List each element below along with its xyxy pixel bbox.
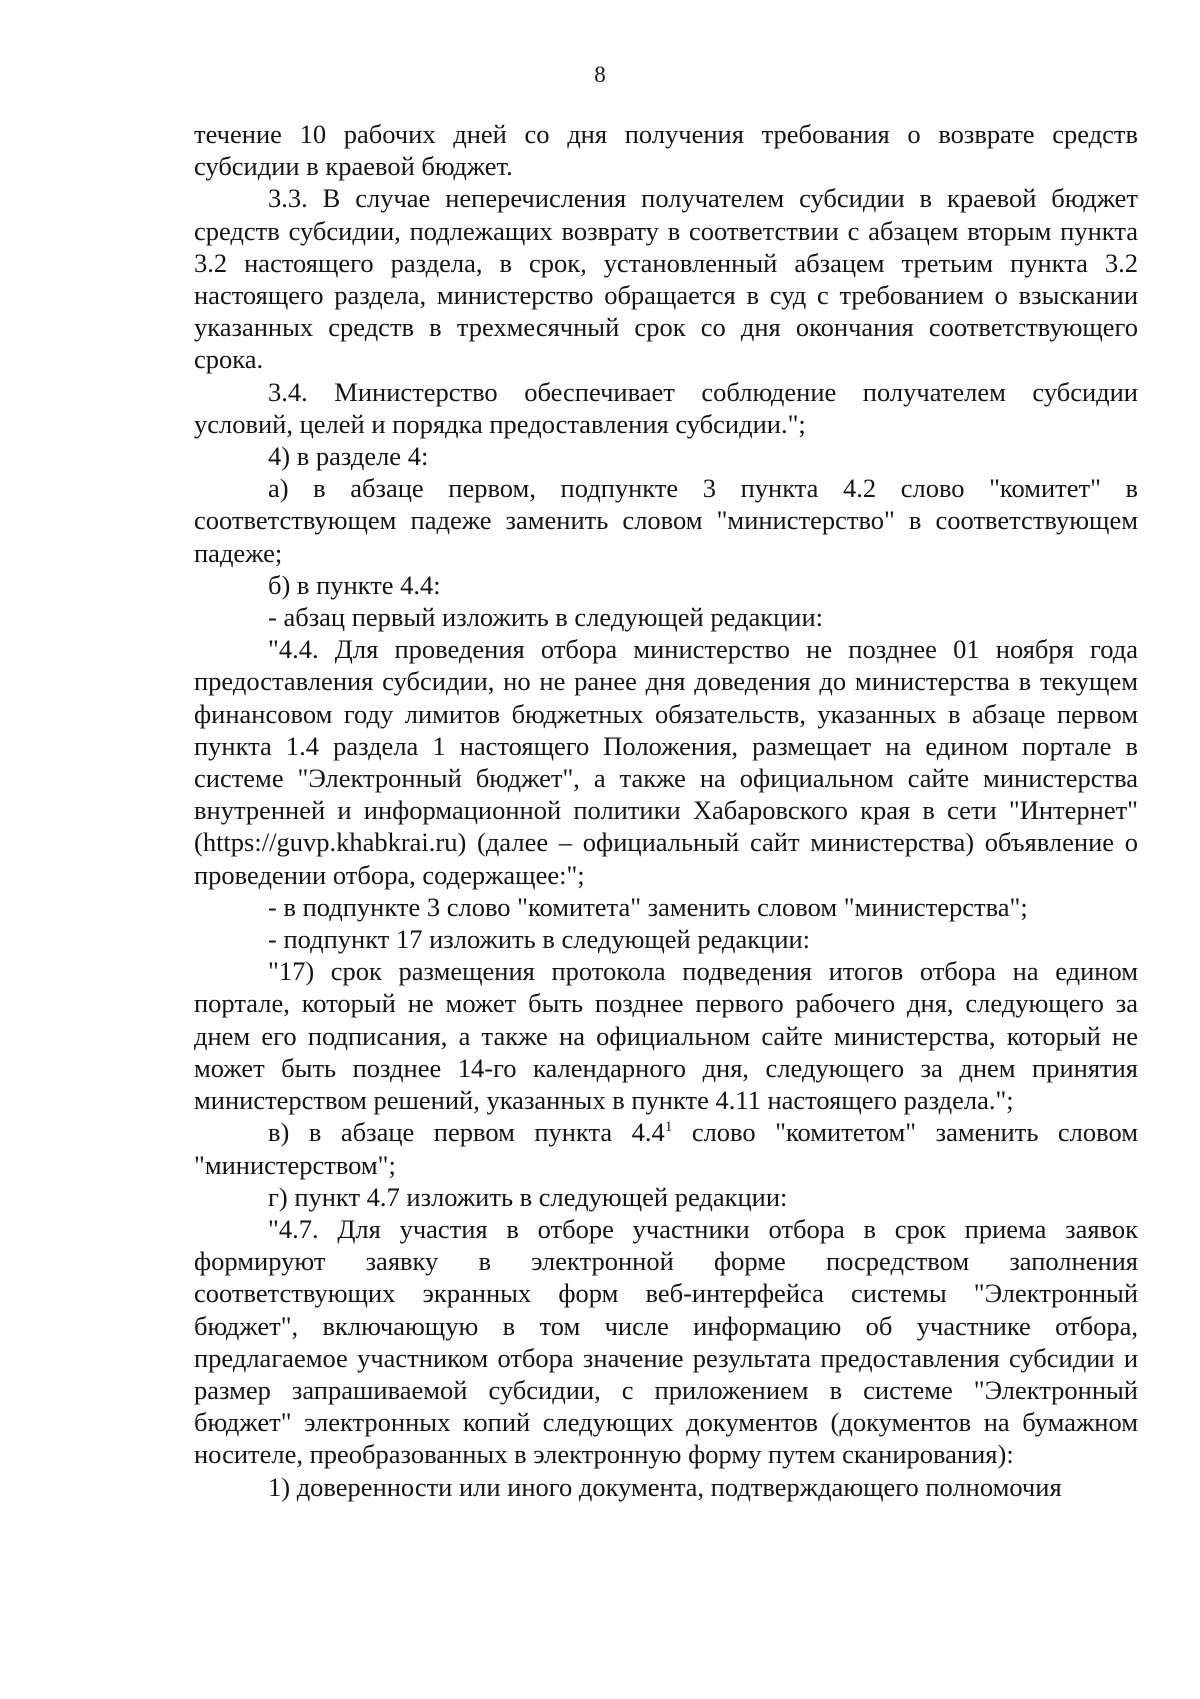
paragraph-3-3: 3.3. В случае неперечисления получателем субсидии в краевой бюджет средств субсидии, подлежащих возврату в соответствии с абзацем вторым пункта 3.2 настоящего раздела, в срок, установленный абзацем третьим пункта 3.2 настоящего раздела, министерство обращается в суд с требованием о взыскании указанных средств в трехмесячный срок со дня окончания соответствующего срока. <box>194 183 1138 375</box>
paragraph-subitem-1: 1) доверенности или иного документа, подтверждающего полномочия <box>268 1471 1062 1502</box>
paragraph-continuation: течение 10 рабочих дней со дня получения требования о возврате средств субсидии в краевой бюджет. <box>194 119 1138 182</box>
paragraph-item-a: а) в абзаце первом, подпункте 3 пункта 4.2 слово "комитет" в соответствующем падеже заменить словом "министерство" в соответствующем падеже; <box>194 473 1138 568</box>
paragraph-quote-17: "17) срок размещения протокола подведения итогов отбора на едином портале, который не может быть позднее первого рабочего дня, следующего за днем его подписания, а также на официальном сайте министерства, который не может быть позднее 14-го календарного дня, следующего за днем принятия министерством решений, указанных в пункте 4.11 настоящего раздела."; <box>194 956 1138 1116</box>
paragraph-item-v-text-before: в) в абзаце первом пункта 4.4 <box>268 1117 665 1148</box>
superscript-index: 1 <box>664 1119 673 1136</box>
paragraph-quote-4-7: "4.7. Для участия в отборе участники отбора в срок приема заявок формируют заявку в электронной форме посредством заполнения соответствующих экранных форм веб-интерфейса системы "Электронный бюджет", включающую в том числе информацию об участнике отбора, предлагаемое участником отбора значение результата предоставления субсидии и размер запрашиваемой субсидии, с приложением в системе "Электронный бюджет" электронных копий следующих документов (документов на бумажном носителе, преобразованных в электронную форму путем сканирования): <box>194 1213 1138 1470</box>
paragraph-item-b: б) в пункте 4.4: <box>268 569 441 600</box>
paragraph-item-v-text-after: слово "комитетом" заменить словом "министерством"; <box>194 1117 1139 1180</box>
paragraph-item-b-dash-1: - абзац первый изложить в следующей редакции: <box>268 602 824 633</box>
document-body <box>194 118 1138 1503</box>
paragraph-quote-4-4: "4.4. Для проведения отбора министерство не позднее 01 ноября года предоставления субсидии, но не ранее дня доведения до министерства в текущем финансовом году лимитов бюджетных обязательств, указанных в абзаце первом пункта 1.4 раздела 1 настоящего Положения, размещает на едином портале в системе "Электронный бюджет", а также на официальном сайте министерства внутренней и информационной политики Хабаровского края в сети "Интернет" (https://guvp.khabkrai.ru) (далее – официальный сайт министерства) объявление о проведении отбора, содержащее:"; <box>194 634 1138 890</box>
paragraph-item-b-dash-2: - в подпункте 3 слово "комитета" заменить словом "министерства"; <box>268 891 1028 922</box>
paragraph-item-b-dash-3: - подпункт 17 изложить в следующей редакции: <box>268 924 811 955</box>
paragraph-section-4: 4) в разделе 4: <box>268 441 429 472</box>
paragraph-item-g: г) пункт 4.7 изложить в следующей редакции: <box>268 1181 788 1212</box>
page-number: 8 <box>594 62 606 87</box>
paragraph-item-v <box>194 1116 1138 1180</box>
paragraph-3-4: 3.4. Министерство обеспечивает соблюдение получателем субсидии условий, целей и порядка предоставления субсидии."; <box>194 376 1138 439</box>
